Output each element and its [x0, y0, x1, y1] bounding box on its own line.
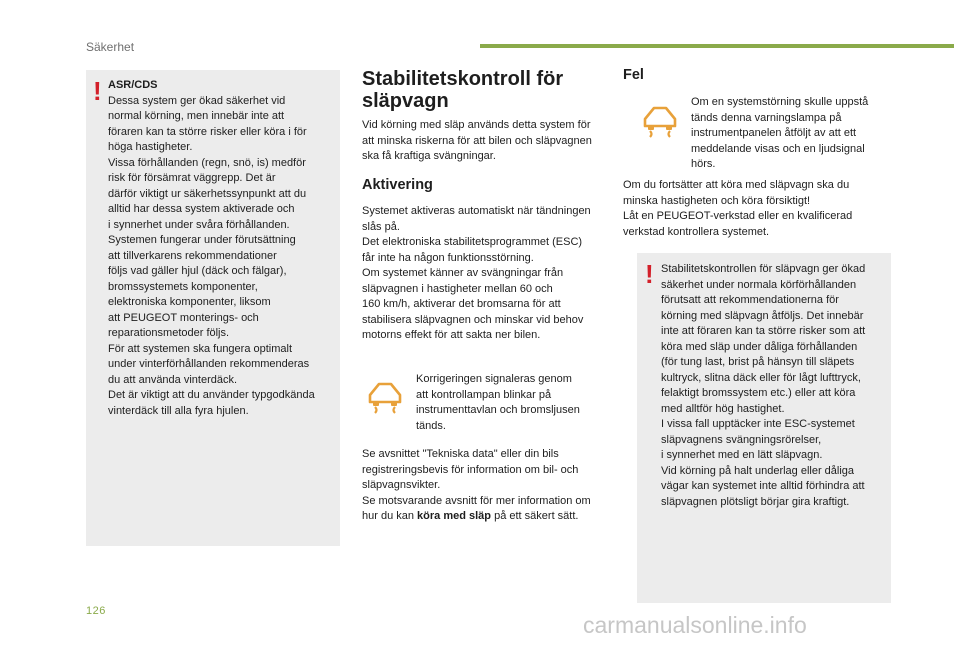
text-line: Det elektroniska stabilitetsprogrammet (ESC) — [362, 236, 583, 248]
header-accent-bar — [480, 44, 954, 48]
text-line: stabilisera släpvagnen och minskar vid behov — [362, 313, 584, 326]
text-line: Systemen fungerar under förutsättning — [108, 234, 296, 246]
text-line: inte att föraren kan ta större risker som att — [661, 325, 866, 337]
fault-paragraph — [623, 178, 852, 240]
text-line: bromssystemets komponenter, — [108, 280, 258, 293]
text-line: registreringsbevis för information om bil- och — [362, 463, 579, 476]
towing-link-text: köra med släp — [417, 510, 492, 522]
text-fragment: hur du kan — [362, 510, 418, 522]
text-line: slås på. — [362, 220, 400, 233]
text-line: I vissa fall upptäcker inte ESC-systemet — [661, 418, 855, 430]
text-line: instrumentpanelen åtföljt av att ett — [691, 127, 857, 139]
text-line: För att systemen ska fungera optimalt — [108, 342, 293, 355]
text-line: förutsatt att rekommendationerna för — [661, 294, 839, 306]
text-line: släpvagnen plötsligt börjar gira kraftigt. — [661, 495, 850, 508]
text-line: att kontrollampan blinkar på — [416, 388, 552, 401]
text-line: därför viktigt ur säkerhetssynpunkt att du — [108, 187, 307, 200]
text-line: kultryck, slitna däck eller för lågt lufttryck, — [661, 371, 861, 384]
text-line: köra med släp under dåliga förhållanden — [661, 340, 858, 353]
asr-cds-title: ASR/CDS — [108, 79, 158, 91]
text-line: säkerhet under normala körförhållanden — [661, 278, 857, 291]
text-line: motorns effekt för att sakta ner bilen. — [362, 329, 541, 341]
text-line: höga hastigheter. — [108, 141, 193, 153]
asr-cds-text — [108, 78, 315, 419]
text-line: Vid körning med släp används detta system för — [362, 119, 591, 131]
asr-cds-warning-box — [86, 70, 340, 546]
text-line: Se avsnittet "Tekniska data" eller din bils — [362, 448, 559, 460]
text-line: Stabilitetskontrollen för släpvagn ger ökad — [661, 263, 866, 275]
text-line: ska få kraftiga svängningar. — [362, 150, 496, 162]
activation-heading: Aktivering — [362, 177, 433, 193]
text-line — [362, 509, 591, 525]
text-line: hörs. — [691, 158, 716, 170]
text-line: vinterdäck till alla fyra hjulen. — [108, 404, 249, 417]
text-line: Om en systemstörning skulle uppstå — [691, 96, 869, 108]
page-title — [362, 68, 563, 112]
text-line: Korrigeringen signaleras genom — [416, 373, 572, 385]
exclamation-icon: ! — [645, 259, 654, 289]
text-fragment: på ett säkert sätt. — [491, 510, 579, 522]
text-line: körning med släpvagn åtföljs. Det innebär — [661, 309, 864, 322]
text-line: minska hastigheten och köra försiktigt! — [623, 194, 811, 207]
text-line: normal körning, men innebär inte att — [108, 110, 285, 122]
page-title-line: Stabilitetskontroll för — [362, 68, 564, 90]
exclamation-icon: ! — [93, 76, 102, 106]
text-line: tänds denna varningslampa på — [691, 111, 842, 124]
text-line: föraren kan ta större risker eller köra i för — [108, 125, 307, 138]
esc-skid-warning-icon — [642, 102, 678, 138]
text-line: instrumenttavlan och bromsljusen — [416, 404, 580, 416]
trailer-stability-warning-box — [637, 253, 891, 603]
page-number: 126 — [86, 605, 106, 617]
text-line: Låt en PEUGEOT-verkstad eller en kvalificerad — [623, 210, 853, 222]
text-line: får inte ha någon funktionsstörning. — [362, 251, 534, 264]
text-line: att PEUGEOT monterings- och — [108, 311, 259, 324]
text-line: verkstad kontrollera systemet. — [623, 225, 770, 238]
page-title-line: släpvagn — [362, 90, 449, 112]
text-line: 160 km/h, aktiverar det bromsarna för att — [362, 298, 561, 310]
fault-indicator-text — [691, 95, 868, 173]
text-line: Se motsvarande avsnitt för mer information om — [362, 494, 591, 507]
text-line: du att använda vinterdäck. — [108, 373, 238, 386]
text-line: Vid körning på halt underlag eller dåliga — [661, 464, 855, 477]
text-line: släpvagnen i hastigheter mellan 60 och — [362, 282, 553, 295]
activation-paragraph — [362, 204, 591, 344]
text-line: att tillverkarens rekommendationer — [108, 249, 277, 262]
text-line: följs vad gäller hjul (däck och fälgar), — [108, 265, 287, 277]
fault-heading: Fel — [623, 67, 644, 83]
text-line: meddelande visas och en ljudsignal — [691, 142, 865, 155]
text-line: elektroniska komponenter, liksom — [108, 296, 271, 308]
text-line: Det är viktigt att du använder typgodkända — [108, 389, 315, 401]
watermark: carmanualsonline.info — [583, 612, 807, 638]
text-line: vägar kan systemet inte alltid förhindra att — [661, 480, 865, 492]
references-paragraph — [362, 447, 591, 525]
esc-skid-warning-icon — [367, 378, 403, 414]
text-line: (för tung last, brist på hänsyn till släpets — [661, 356, 855, 368]
text-line: släpvagnsvikter. — [362, 479, 441, 491]
text-line: att minska riskerna för att bilen och släpvagnen — [362, 134, 592, 147]
text-line: släpvagnens svängningsrörelser, — [661, 433, 822, 446]
text-line: med alltför hög hastighet. — [661, 402, 785, 415]
text-line: risk för försämrat väggrepp. Det är — [108, 172, 276, 184]
text-line: under vinterförhållanden rekommenderas — [108, 358, 310, 370]
text-line: i synnerhet under svåra förhållanden. — [108, 218, 290, 231]
text-line: felaktigt bromssystem etc.) eller att köra — [661, 387, 856, 399]
trailer-stability-warning-text — [661, 262, 865, 510]
section-label: Säkerhet — [86, 40, 135, 54]
text-line: i synnerhet med en lätt släpvagn. — [661, 449, 823, 461]
intro-paragraph — [362, 118, 592, 165]
text-line: reparationsmetoder följs. — [108, 327, 230, 339]
esc-indicator-text — [416, 372, 580, 434]
text-line: Om systemet känner av svängningar från — [362, 267, 564, 279]
text-line: Vissa förhållanden (regn, snö, is) medför — [108, 156, 306, 169]
text-line: alltid har dessa system aktiverade och — [108, 203, 295, 215]
text-line: tänds. — [416, 419, 446, 432]
text-line: Dessa system ger ökad säkerhet vid — [108, 94, 286, 107]
text-line: Om du fortsätter att köra med släpvagn ska du — [623, 179, 850, 191]
text-line: Systemet aktiveras automatiskt när tändningen — [362, 205, 591, 217]
